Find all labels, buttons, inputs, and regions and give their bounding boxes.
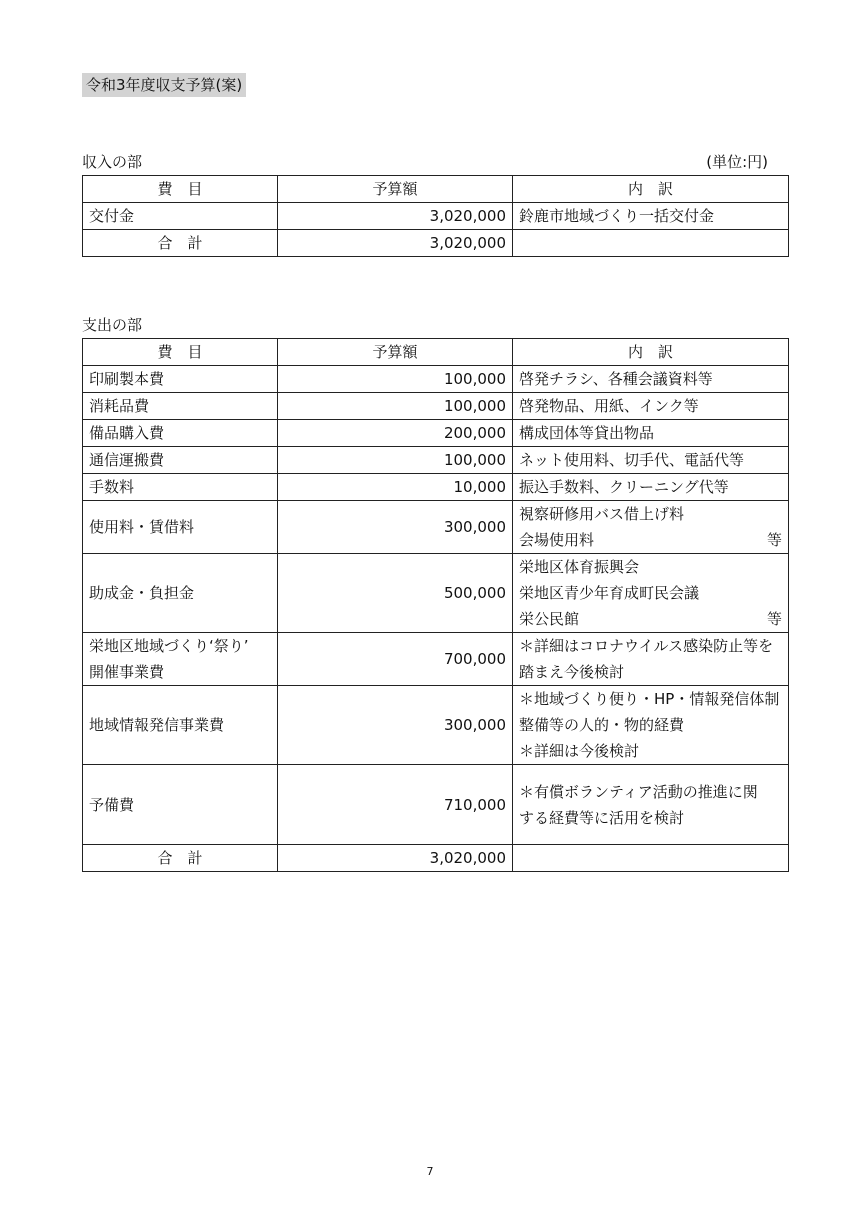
- detail-suffix: 等: [766, 531, 782, 549]
- header-item: 費 目: [83, 176, 278, 203]
- amount-cell: 500,000: [278, 554, 513, 633]
- detail-line-text: 会場使用料: [519, 531, 595, 549]
- amount-cell: 300,000: [278, 501, 513, 554]
- page-number: 7: [426, 1165, 434, 1178]
- detail-cell: ネット使用料、切手代、電話代等: [513, 447, 789, 474]
- detail-line: 視察研修用バス借上げ料: [519, 505, 685, 523]
- item-cell: 使用料・賃借料: [83, 501, 278, 554]
- item-cell: 地域情報発信事業費: [83, 686, 278, 765]
- income-table: [82, 175, 789, 257]
- amount-cell: 200,000: [278, 420, 513, 447]
- total-detail-cell: [513, 845, 789, 872]
- detail-suffix: 等: [766, 610, 782, 628]
- total-label: 合 計: [83, 845, 278, 872]
- header-amount: 予算額: [278, 176, 513, 203]
- total-amount: 3,020,000: [278, 845, 513, 872]
- table-row: [83, 633, 789, 686]
- table-row: [83, 203, 789, 230]
- amount-cell: 700,000: [278, 633, 513, 686]
- item-line: 栄地区地域づくり‘祭り’: [89, 637, 249, 655]
- table-row: [83, 474, 789, 501]
- detail-line: ＊有償ボランティア活動の推進に関: [519, 782, 758, 801]
- detail-line-text: 栄公民館: [519, 610, 580, 628]
- income-header-row: [83, 176, 789, 203]
- header-detail: 内 訳: [513, 176, 789, 203]
- unit-label: (単位:円): [706, 153, 768, 171]
- table-row: [83, 501, 789, 554]
- detail-line: 栄地区体育振興会: [519, 558, 640, 576]
- detail-line: 踏まえ今後検討: [519, 663, 625, 681]
- amount-cell: 100,000: [278, 366, 513, 393]
- detail-cell: [513, 686, 789, 765]
- income-section-label: 収入の部: [82, 153, 143, 171]
- detail-cell: [513, 633, 789, 686]
- expense-table: [82, 338, 789, 872]
- detail-line: [519, 606, 782, 632]
- table-row: [83, 420, 789, 447]
- header-detail: 内 訳: [513, 339, 789, 366]
- table-row: [83, 393, 789, 420]
- detail-cell: [513, 554, 789, 633]
- amount-cell: 3,020,000: [278, 203, 513, 230]
- detail-cell: [513, 765, 789, 845]
- item-cell: 備品購入費: [83, 420, 278, 447]
- table-row: [83, 554, 789, 633]
- item-cell: 交付金: [83, 203, 278, 230]
- detail-cell: 啓発チラシ、各種会議資料等: [513, 366, 789, 393]
- item-cell: 手数料: [83, 474, 278, 501]
- amount-cell: 100,000: [278, 447, 513, 474]
- item-cell: 通信運搬費: [83, 447, 278, 474]
- detail-cell: 鈴鹿市地域づくり一括交付金: [513, 203, 789, 230]
- item-cell: 消耗品費: [83, 393, 278, 420]
- total-label: 合 計: [83, 230, 278, 257]
- table-row: [83, 447, 789, 474]
- total-detail-cell: [513, 230, 789, 257]
- table-row: [83, 686, 789, 765]
- item-cell: [83, 633, 278, 686]
- item-line: 開催事業費: [89, 663, 165, 681]
- table-row: [83, 765, 789, 845]
- detail-line: ＊詳細は今後検討: [519, 742, 640, 760]
- detail-line: ＊地域づくり便り・HP・情報発信体制: [519, 690, 780, 708]
- detail-line: [519, 527, 782, 553]
- expense-total-row: [83, 845, 789, 872]
- income-total-row: [83, 230, 789, 257]
- page-title: 令和3年度収支予算(案): [82, 73, 246, 97]
- total-amount: 3,020,000: [278, 230, 513, 257]
- amount-cell: 710,000: [278, 765, 513, 845]
- header-amount: 予算額: [278, 339, 513, 366]
- expense-header-row: [83, 339, 789, 366]
- expense-section-label: 支出の部: [82, 316, 143, 334]
- amount-cell: 300,000: [278, 686, 513, 765]
- detail-cell: 構成団体等貸出物品: [513, 420, 789, 447]
- detail-line: 整備等の人的・物的経費: [519, 716, 685, 734]
- detail-cell: [513, 501, 789, 554]
- detail-cell: 振込手数料、クリーニング代等: [513, 474, 789, 501]
- item-cell: 印刷製本費: [83, 366, 278, 393]
- detail-line: 栄地区青少年育成町民会議: [519, 584, 700, 602]
- amount-cell: 10,000: [278, 474, 513, 501]
- item-cell: 助成金・負担金: [83, 554, 278, 633]
- detail-line: する経費等に活用を検討: [519, 808, 685, 827]
- detail-line: ＊詳細はコロナウイルス感染防止等を: [519, 637, 774, 655]
- item-cell: 予備費: [83, 765, 278, 845]
- detail-cell: 啓発物品、用紙、インク等: [513, 393, 789, 420]
- amount-cell: 100,000: [278, 393, 513, 420]
- header-item: 費 目: [83, 339, 278, 366]
- table-row: [83, 366, 789, 393]
